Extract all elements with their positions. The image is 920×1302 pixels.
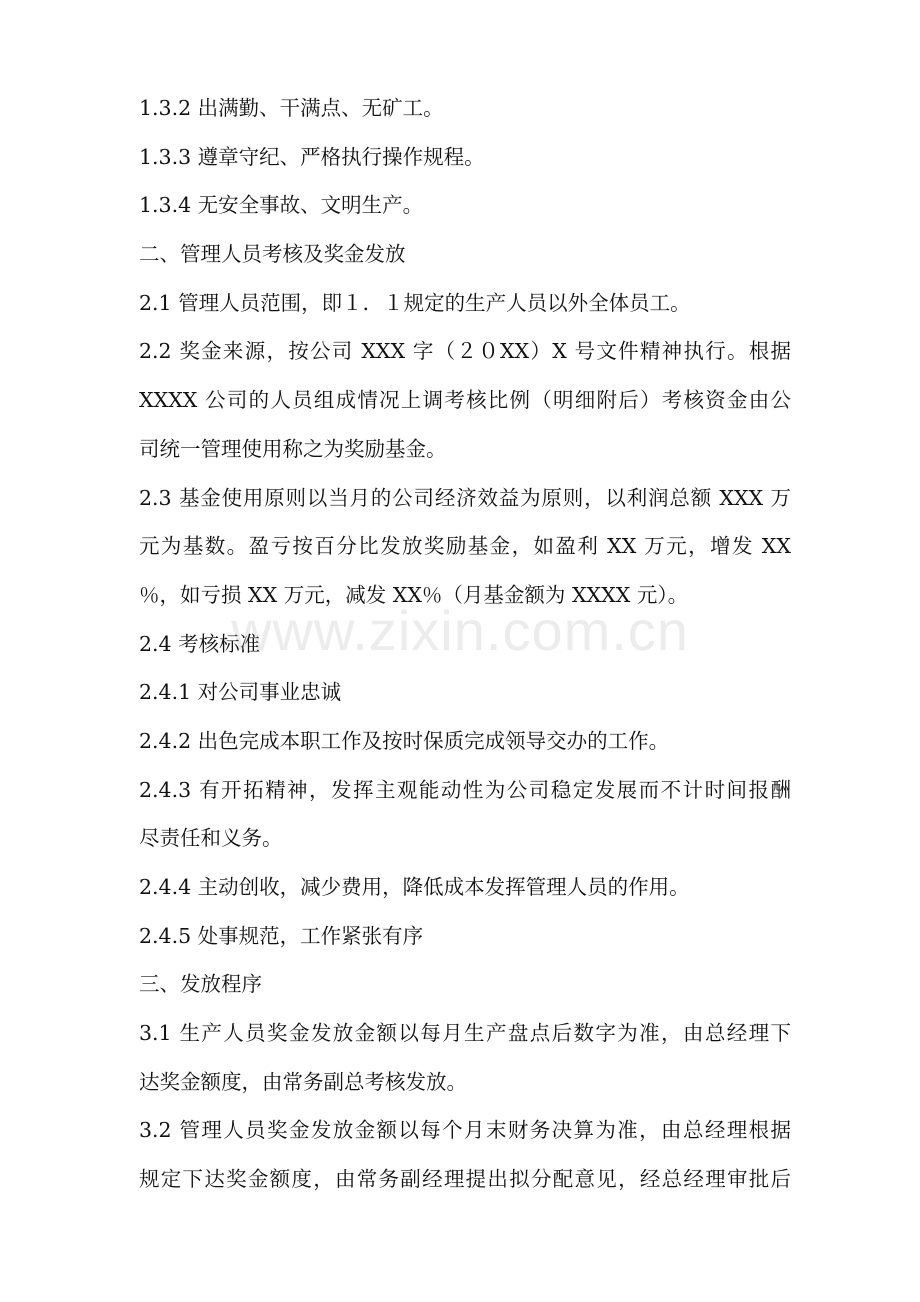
text-line-2-3-cont-1: 元为基数。盈亏按百分比发放奖励基金，如盈利 XX 万元，增发 XX bbox=[139, 534, 791, 559]
text-line-2-4-5: 2.4.5 处事规范，工作紧张有序 bbox=[139, 923, 424, 948]
text-line-2-4-1: 2.4.1 对公司事业忠诚 bbox=[139, 680, 342, 705]
text-line-2-1: 2.1 管理人员范围，即１．１规定的生产人员以外全体员工。 bbox=[139, 290, 691, 315]
text-line-2-4-4: 2.4.4 主动创收，减少费用，降低成本发挥管理人员的作用。 bbox=[139, 875, 690, 899]
text-line-3-2-cont: 规定下达奖金额度，由常务副经理提出拟分配意见，经总经理审批后 bbox=[139, 1167, 791, 1192]
text-line-2-2-cont-2: 司统一管理使用称之为奖励基金。 bbox=[139, 436, 447, 461]
text-line-2-2-cont-1: XXXX 公司的人员组成情况上调考核比例（明细附后）考核资金由公 bbox=[139, 388, 791, 413]
text-line-2-3-cont-2: ％，如亏损 XX 万元，减发 XX％（月基金额为 XXXX 元）。 bbox=[139, 582, 689, 607]
text-line-1-3-2: 1.3.2 出满勤、干满点、无矿工。 bbox=[139, 96, 444, 120]
watermark: www.zixin.com.cn bbox=[231, 599, 689, 662]
text-line-1-3-4: 1.3.4 无安全事故、文明生产。 bbox=[139, 193, 424, 218]
document-body bbox=[139, 84, 791, 1204]
section-heading-2: 二、管理人员考核及奖金发放 bbox=[139, 242, 406, 267]
text-line-3-1-cont: 达奖金额度，由常务副总考核发放。 bbox=[139, 1069, 467, 1094]
text-line-3-1: 3.1 生产人员奖金发放金额以每月生产盘点后数字为准，由总经理下 bbox=[139, 1021, 791, 1046]
text-line-3-2: 3.2 管理人员奖金发放金额以每个月末财务决算为准，由总经理根据 bbox=[139, 1118, 791, 1143]
text-line-2-4-3: 2.4.3 有开拓精神，发挥主观能动性为公司稳定发展而不计时间报酬 bbox=[139, 777, 791, 802]
section-heading-3: 三、发放程序 bbox=[139, 972, 262, 997]
text-line-2-2: 2.2 奖金来源，按公司 XXX 字（２０XX）X 号文件精神执行。根据 bbox=[139, 339, 791, 364]
text-line-2-4-3-cont: 尽责任和义务。 bbox=[139, 826, 283, 851]
text-line-2-3: 2.3 基金使用原则以当月的公司经济效益为原则，以利润总额 XXX 万 bbox=[139, 485, 791, 510]
text-line-2-4-2: 2.4.2 出色完成本职工作及按时保质完成领导交办的工作。 bbox=[139, 728, 670, 753]
text-line-1-3-3: 1.3.3 遵章守纪、严格执行操作规程。 bbox=[139, 144, 485, 169]
text-line-2-4: 2.4 考核标准 bbox=[139, 631, 261, 656]
